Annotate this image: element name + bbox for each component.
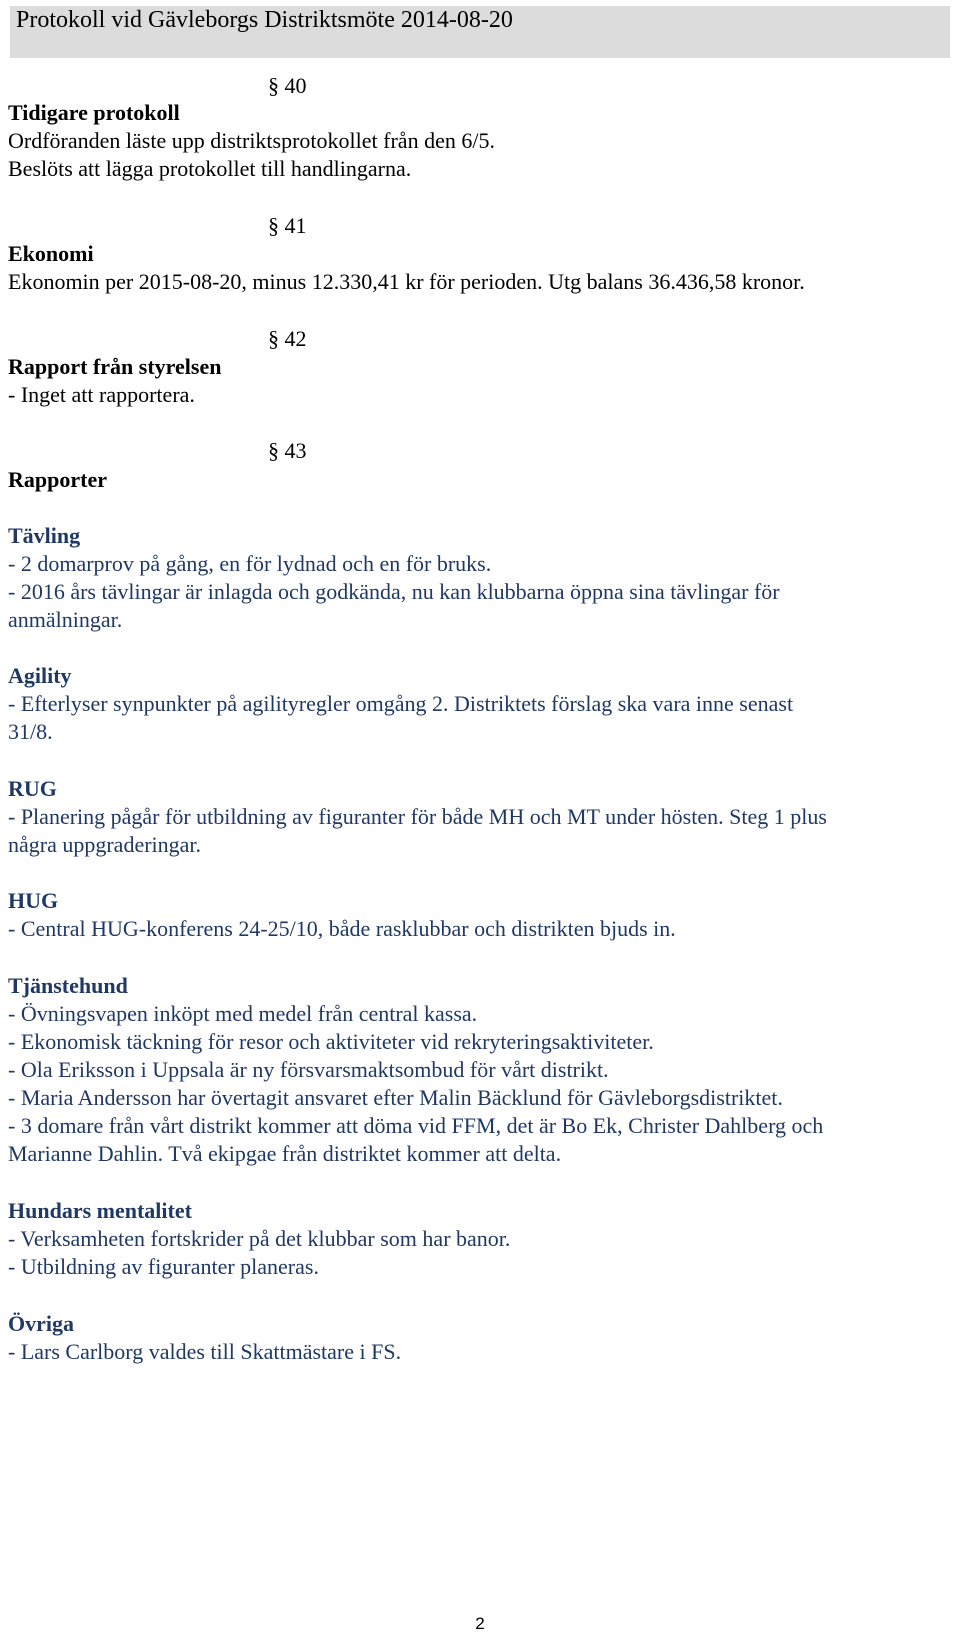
heading-rapporter: Rapporter — [8, 467, 107, 492]
heading-tidigare-protokoll: Tidigare protokoll — [8, 100, 180, 125]
paragraph-line: - Central HUG-konferens 24-25/10, både rasklubbar och distrikten bjuds in. — [8, 916, 676, 941]
paragraph-line: - 3 domare från vårt distrikt kommer att döma vid FFM, det är Bo Ek, Christer Dahlberg och — [8, 1113, 824, 1138]
paragraph-line: några uppgraderingar. — [8, 832, 202, 857]
paragraph-line: anmälningar. — [8, 607, 123, 632]
heading-ovriga: Övriga — [8, 1311, 74, 1336]
heading-tavling: Tävling — [8, 523, 81, 548]
paragraph-line: - Utbildning av figuranter planeras. — [8, 1254, 319, 1279]
section-mark-42: § 42 — [268, 326, 307, 351]
paragraph-line: Beslöts att lägga protokollet till handlingarna. — [8, 156, 412, 181]
heading-rapport-fran-styrelsen: Rapport från styrelsen — [8, 354, 222, 379]
paragraph-line: - Efterlyser synpunkter på agilityregler omgång 2. Distriktets förslag ska vara inne senast — [8, 691, 794, 716]
paragraph-line: Ordföranden läste upp distriktsprotokollet från den 6/5. — [8, 128, 495, 153]
paragraph-line: - Planering pågår för utbildning av figuranter för både MH och MT under hösten. Steg 1 plus — [8, 804, 827, 829]
page-number: 2 — [475, 1614, 485, 1633]
section-mark-40: § 40 — [268, 73, 307, 98]
heading-ekonomi: Ekonomi — [8, 241, 94, 266]
heading-rug: RUG — [8, 776, 57, 801]
paragraph-line: - Verksamheten fortskrider på det klubbar som har banor. — [8, 1226, 511, 1251]
heading-tjanstehund: Tjänstehund — [8, 973, 128, 998]
section-mark-43: § 43 — [268, 438, 307, 463]
paragraph-line: - 2016 års tävlingar är inlagda och godkända, nu kan klubbarna öppna sina tävlingar för — [8, 579, 780, 604]
header-title: Protokoll vid Gävleborgs Distriktsmöte 2014-08-20 — [16, 7, 513, 33]
paragraph-line: - Lars Carlborg valdes till Skattmästare i FS. — [8, 1339, 402, 1364]
paragraph-line: - Ola Eriksson i Uppsala är ny försvarsmaktsombud för vårt distrikt. — [8, 1057, 609, 1082]
section-mark-41: § 41 — [268, 213, 307, 238]
paragraph-line: Marianne Dahlin. Två ekipgae från distriktet kommer att delta. — [8, 1141, 562, 1166]
heading-hundars-mentalitet: Hundars mentalitet — [8, 1198, 192, 1223]
paragraph-line: - Maria Andersson har övertagit ansvaret efter Malin Bäcklund för Gävleborgsdistriktet. — [8, 1085, 783, 1110]
paragraph-line: - 2 domarprov på gång, en för lydnad och en för bruks. — [8, 551, 492, 576]
paragraph-line: Ekonomin per 2015-08-20, minus 12.330,41 kr för perioden. Utg balans 36.436,58 kronor. — [8, 269, 805, 294]
paragraph-line: - Inget att rapportera. — [8, 382, 195, 407]
paragraph-line: - Övningsvapen inköpt med medel från central kassa. — [8, 1001, 478, 1026]
paragraph-line: - Ekonomisk täckning för resor och aktiviteter vid rekryteringsaktiviteter. — [8, 1029, 654, 1054]
document-header — [10, 6, 950, 58]
paragraph-line: 31/8. — [8, 719, 53, 744]
heading-agility: Agility — [8, 663, 72, 688]
heading-hug: HUG — [8, 888, 59, 913]
